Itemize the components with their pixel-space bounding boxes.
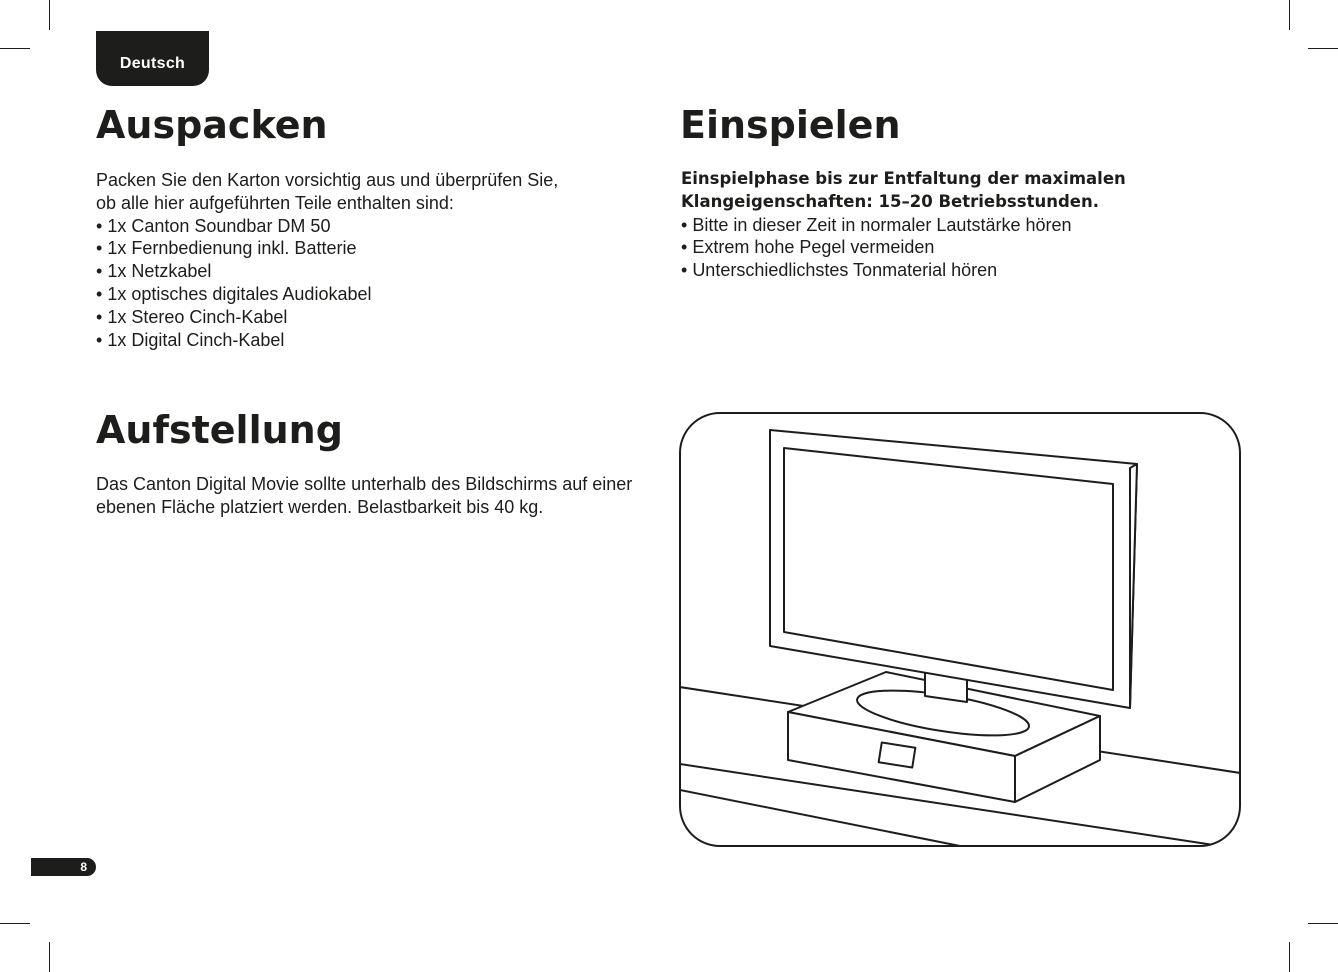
auspacken-intro-line: ob alle hier aufgeführten Teile enthalten sind: [96, 192, 454, 213]
einspielen-text [681, 168, 1126, 282]
page-number: 8 [31, 858, 96, 876]
crop-mark [49, 0, 50, 30]
list-item: • 1x Digital Cinch-Kabel [96, 329, 558, 352]
language-tab: Deutsch [96, 31, 209, 86]
soundbar-display [879, 742, 916, 767]
crop-mark [49, 942, 50, 972]
crop-mark [0, 923, 30, 924]
einspielen-lead-line: Einspielphase bis zur Entfaltung der maximalen [681, 169, 1126, 188]
heading-einspielen: Einspielen [680, 103, 901, 147]
auspacken-text [96, 169, 558, 351]
list-item: • Bitte in dieser Zeit in normaler Lautstärke hören [681, 214, 1126, 237]
list-item: • Unterschiedlichstes Tonmaterial hören [681, 259, 1126, 282]
list-item: • 1x Stereo Cinch-Kabel [96, 306, 558, 329]
run-in-list [681, 214, 1126, 282]
list-item: • 1x Fernbedienung inkl. Batterie [96, 237, 558, 260]
crop-mark [1308, 923, 1338, 924]
list-item: • 1x Canton Soundbar DM 50 [96, 215, 558, 238]
aufstellung-line: Das Canton Digital Movie sollte unterhalb des Bildschirms auf einer [96, 474, 633, 494]
heading-aufstellung: Aufstellung [96, 408, 343, 452]
crop-mark [0, 48, 30, 49]
parts-list [96, 215, 558, 352]
crop-mark [1308, 48, 1338, 49]
list-item: • 1x optisches digitales Audiokabel [96, 283, 558, 306]
auspacken-intro-line: Packen Sie den Karton vorsichtig aus und überprüfen Sie, [96, 170, 559, 190]
aufstellung-line: ebenen Fläche platziert werden. Belastbarkeit bis 40 kg. [96, 496, 544, 517]
list-item: • Extrem hohe Pegel vermeiden [681, 236, 1126, 259]
aufstellung-text [96, 473, 632, 519]
einspielen-lead-line: Klangeigenschaften: 15–20 Betriebsstunden. [681, 191, 1099, 211]
tv-on-soundbar-illustration [678, 411, 1242, 848]
illustration-scene [678, 430, 1242, 848]
tv-side [1130, 464, 1137, 708]
list-item: • 1x Netzkabel [96, 260, 558, 283]
crop-mark [1289, 942, 1290, 972]
crop-mark [1289, 0, 1290, 30]
heading-auspacken: Auspacken [96, 103, 328, 147]
